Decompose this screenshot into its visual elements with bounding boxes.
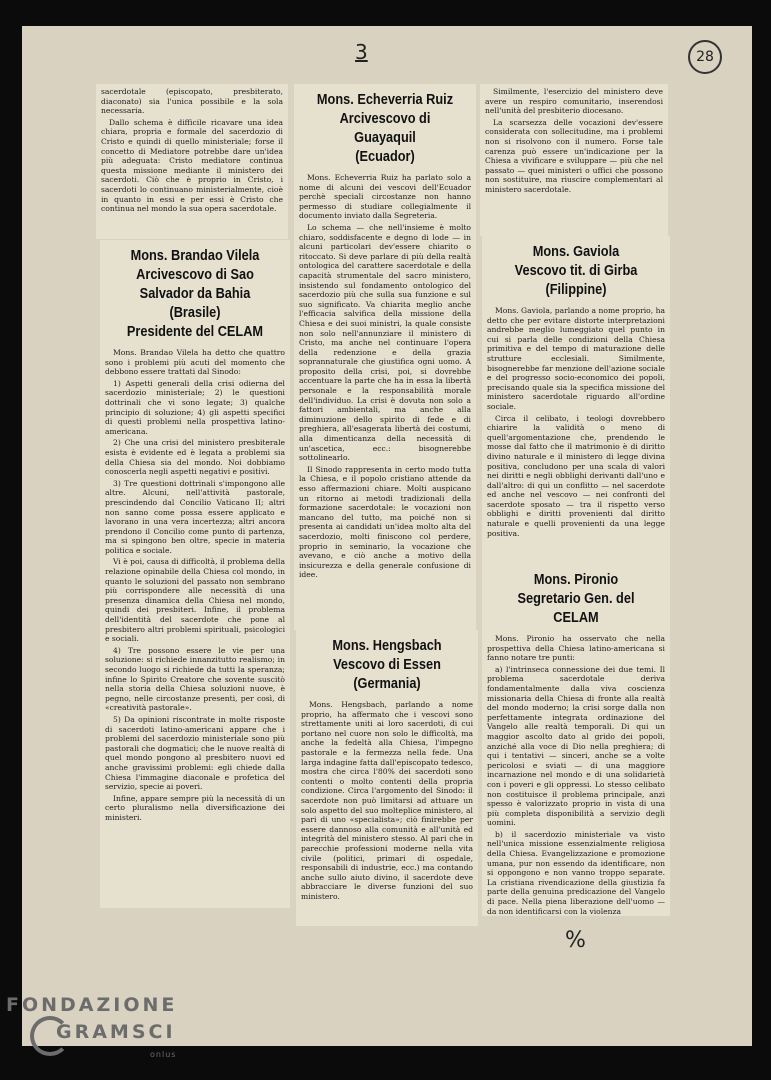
paragraph: 3) Tre questioni dottrinali s'impongono alle altre. Alcuni, nell'attività pastorale, prescindendo dal Concilio Vaticano II; altri non sanno come possa essere applicato e lavorano in una vera incertezza; altri ancora prendono il Concilio come punto di partenza, ma si spingono ben oltre, specie in materia politica e sociale. <box>105 478 285 555</box>
article-heading: Mons. Echeverria Ruiz Arcivescovo di Guayaquil (Ecuador) <box>316 92 454 165</box>
paragraph: a) l'intrinseca connessione dei due temi. Il problema sacerdotale deriva fondamentalmente dalla viva coscienza missionaria della Chiesa di fronte alla realtà del mondo moderno; la crisi sorge dalla non perfettamente integrata ordinazione del Vangelo alle realtà temporali. Di qui un maggior ascolto dato al grido dei popoli, anziché alla voce di Dio nella preghiera; di qui i tentativi — sinceri, anche se a volte pericolosi e sviati — di una maggiore incarnazione nel mondo e di una solidarietà con i poveri e gli oppressi. Lo stesso celibato non costituisce il problema principale, anzi spesso è valorizzato proprio in vista di una più completa disponibilità a servizio degli uomini. <box>487 664 665 828</box>
clipping-col3-top <box>480 84 668 236</box>
clipping-col1-top <box>96 84 288 239</box>
article-heading: Mons. Gaviola Vescovo tit. di Girba (Filippine) <box>514 244 638 298</box>
article-heading: Mons. Brandao Vilela Arcivescovo di Sao Salvador da Bahia (Brasile) Presidente del CELAM <box>126 248 264 340</box>
watermark-line1: FONDAZIONE <box>6 994 178 1016</box>
paragraph: Il Sinodo rappresenta in certo modo tutta la Chiesa, e il popolo cristiano attende da esso affermazioni chiare. Molti auspicano un ritorno ai metodi tradizionali della formazione sacerdotale: le vocazioni non mancano del tutto, ma poiché non si presenta ai candidati un'idea molto alta del sacerdozio, molti finiscono col perdere, proprio in seminario, la vocazione che avevano, e ciò anche a motivo della insicurezza e della generale confusione di idee. <box>299 464 471 580</box>
paragraph: Mons. Pironio ha osservato che nella prospettiva della Chiesa latino-americana si fanno notare tre punti: <box>487 634 665 663</box>
paragraph: 4) Tre possono essere le vie per una soluzione: si richiede innanzitutto realismo; in secondo luogo si richiede da tutti la speranza; infine lo Spirito Creatore che sovente suscitò nella storia della Chiesa soluzioni nuove, è pegno, nelle circostanze presenti, per così, di «creatività pastorale». <box>105 645 285 713</box>
paragraph: 1) Aspetti generali della crisi odierna del sacerdozio ministeriale; 2) le questioni dottrinali che vi sono legate; 3) qualche principio di soluzione; 4) gli aspetti specifici di questi problemi nella prospettiva latino-americana. <box>105 378 285 436</box>
article-heading: Mons. Pironio Segretario Gen. del CELAM <box>517 572 635 626</box>
paragraph: Dallo schema è difficile ricavare una idea chiara, propria e formale del sacerdozio di Cristo e quindi di quello ministeriale; forse il concetto di Mediatore potrebbe dare un'idea più adeguata: Cristo mediatore continua questa missione mediante il ministero dei sacerdoti. Ciò che è proprio in Cristo, i sacerdoti lo continuano ministerialmente, cioè in quanto in essi e per essi è Cristo che continua nel mondo la sua opera sacerdotale. <box>101 117 283 214</box>
paragraph: Mons. Hengsbach, parlando a nome proprio, ha affermato che i vescovi sono strettamente uniti ai loro sacerdoti, di cui portano nel cuore non solo le difficoltà, ma anche la fedeltà alla Chiesa, l'impegno pastorale e la fermezza nella fede. Una larga indagine fatta dall'episcopato tedesco, mostra che circa l'80% dei sacerdoti sono contenti o molto contenti della propria condizione. Circa l'argomento del Sinodo: il sacerdote non può limitarsi ad attuare un solo aspetto del suo molteplice ministero, al pari di uno «specialista»; ciò finirebbe per essere dannoso alla comunità e all'unità ed integrità del ministero stesso. Al pari che in parecchie professioni moderne nella vita civile (politici, primari di ospedale, responsabili di industrie, ecc.) ma contando anche sullo aiuto divino, il sacerdote deve abbracciare le diverse funzioni del suo ministero. <box>301 700 473 901</box>
paragraph: Lo schema — che nell'insieme è molto chiaro, soddisfacente e degno di lode — in alcuni particolari dev'essere chiarito o ritoccato. Si deve parlare di più della realtà ontologica del carattere sacerdotale e della capacità strumentale del sacro ministero, insistendo sul fondamento ontologico del sacerdozio più che sulla sua funzione e sul suo significato. Va chiarita meglio anche l'efficacia salvifica della missione della Chiesa e dei suoi ministri, la quale consiste non solo nell'annunziare il ministero di Cristo, ma anche nel continuare l'opera della redenzione e della grazia soprannaturale che giustifica ogni uomo. A proposito della crisi, poi, si dovrebbe accentuare la parte che ha in essa la libertà personale e la responsabilità morale dell'individuo. La crisi è dovuta non solo a fattori ambientali, ma anche alla diminuzione dello spirito di fede e di preghiera, all'esagerata libertà dei costumi, alla dimenticanza della necessità di un'ascetica, ecc.: bisognerebbe sottolinearlo. <box>299 222 471 463</box>
watermark-suffix: onlus <box>150 1050 177 1059</box>
paragraph: Mons. Gaviola, parlando a nome proprio, ha detto che per evitare distorte interpretazioni andrebbe meglio lumeggiato quel punto in cui si parla delle condizioni della Chiesa primitiva e del tempo di maturazione delle strutture ecclesiali. Similmente, bisognerebbe far menzione dell'azione sociale e del progresso socio-economico dei popoli, precisando quale sia la specifica missione del ministero sacerdotale riguardo all'ordine sociale. <box>487 306 665 411</box>
paragraph: Mons. Brandao Vilela ha detto che quattro sono i problemi più acuti del momento che debbono essere trattati dal Sinodo: <box>105 348 285 377</box>
clipping-col3-gaviola <box>482 236 670 564</box>
paragraph: b) il sacerdozio ministeriale va visto nell'unica missione essenzialmente religiosa della Chiesa. Evangelizzazione e promozione umana, pur non essendo da identificare, non si oppongono e non vanno troppo separate. La cristiana rivendicazione della giustizia fa parte della genuina predicazione del Vangelo di pace. Nella piena liberazione dell'uomo — da non identificarsi con la violenza <box>487 829 665 916</box>
page-number-annotation: 3 <box>355 40 368 64</box>
bottom-mark-annotation: % <box>565 928 586 953</box>
clipping-col1-brandao-vilela <box>100 240 290 908</box>
paragraph: Mons. Echeverria Ruiz ha parlato solo a nome di alcuni dei vescovi dell'Ecuador perchè speciali circostanze non hanno permesso di studiare collegialmente il documento inviato dalla Segreteria. <box>299 173 471 221</box>
circled-number-annotation: 28 <box>688 40 722 74</box>
watermark-line2: GRAMSCI <box>56 1021 176 1043</box>
paragraph: Circa il celibato, i teologi dovrebbero chiarire la validità o meno di quell'argomentazione che, prendendo le mosse dal fatto che il matrimonio è di diritto divino naturale e il ministero di legge divina positiva, concludono per una scala di valori nei diritti e negli obblighi derivanti dall'uno e dall'altro: di qui un conflitto — nel sacerdote ed anche nel vescovo — nei confronti del sacerdote sposato — tra il rispetto verso obblighi e diritti provenienti dal diritto naturale e quelli provenienti da una legge positiva. <box>487 413 665 538</box>
clipping-col2-echeverria-ruiz <box>294 84 476 630</box>
clipping-col3-pironio <box>482 564 670 916</box>
paragraph: Infine, appare sempre più la necessità di un certo pluralismo nella diversificazione dei ministeri. <box>105 793 285 822</box>
paragraph: sacerdotale (episcopato, presbiterato, diaconato) sia l'unica possibile e la sola necessaria. <box>101 87 283 116</box>
paragraph: Vi è poi, causa di difficoltà, il problema della relazione opinabile della Chiesa col mondo, in quanto le soluzioni del passato non sembrano più corrispondere alle necessità di una presenza dinamica della Chiesa nel mondo, quindi dei presbiteri. Infine, il problema dell'identità del sacerdote che pone al presbitero altri problemi spirituali, psicologici e sociali. <box>105 557 285 644</box>
paragraph: Similmente, l'esercizio del ministero deve avere un respiro comunitario, inserendosi nell'unità del presbiterio diocesano. <box>485 87 663 116</box>
paragraph: 2) Che una crisi del ministero presbiterale esista è evidente ed è legata a problemi sia della Chiesa sia del mondo. Noi dobbiamo conoscerla negli aspetti negativi e positivi. <box>105 438 285 477</box>
article-heading: Mons. Hengsbach Vescovo di Essen (Germania) <box>332 638 442 692</box>
paragraph: 5) Da opinioni riscontrate in molte risposte di sacerdoti latino-americani appare che i problemi del sacerdozio ministeriale sono più pastorali che dogmatici; che le nuove realtà di quel mondo pongono al presbitero nuovi ed anche gravissimi problemi: egli chiede dalla Chiesa l'immagine diaconale e profetica del servizio, specie ai poveri. <box>105 714 285 792</box>
clipping-col2-hengsbach <box>296 630 478 926</box>
paragraph: La scarsezza delle vocazioni dev'essere considerata con sollecitudine, ma i problemi non si risolvono con il numero. Forse tale carenza può essere un'indicazione per la Chiesa a vivificare e sviluppare — più che nel passato — quei ministeri o uffici che possono non sostituire, ma riuscire complementari al ministero sacerdotale. <box>485 117 663 194</box>
